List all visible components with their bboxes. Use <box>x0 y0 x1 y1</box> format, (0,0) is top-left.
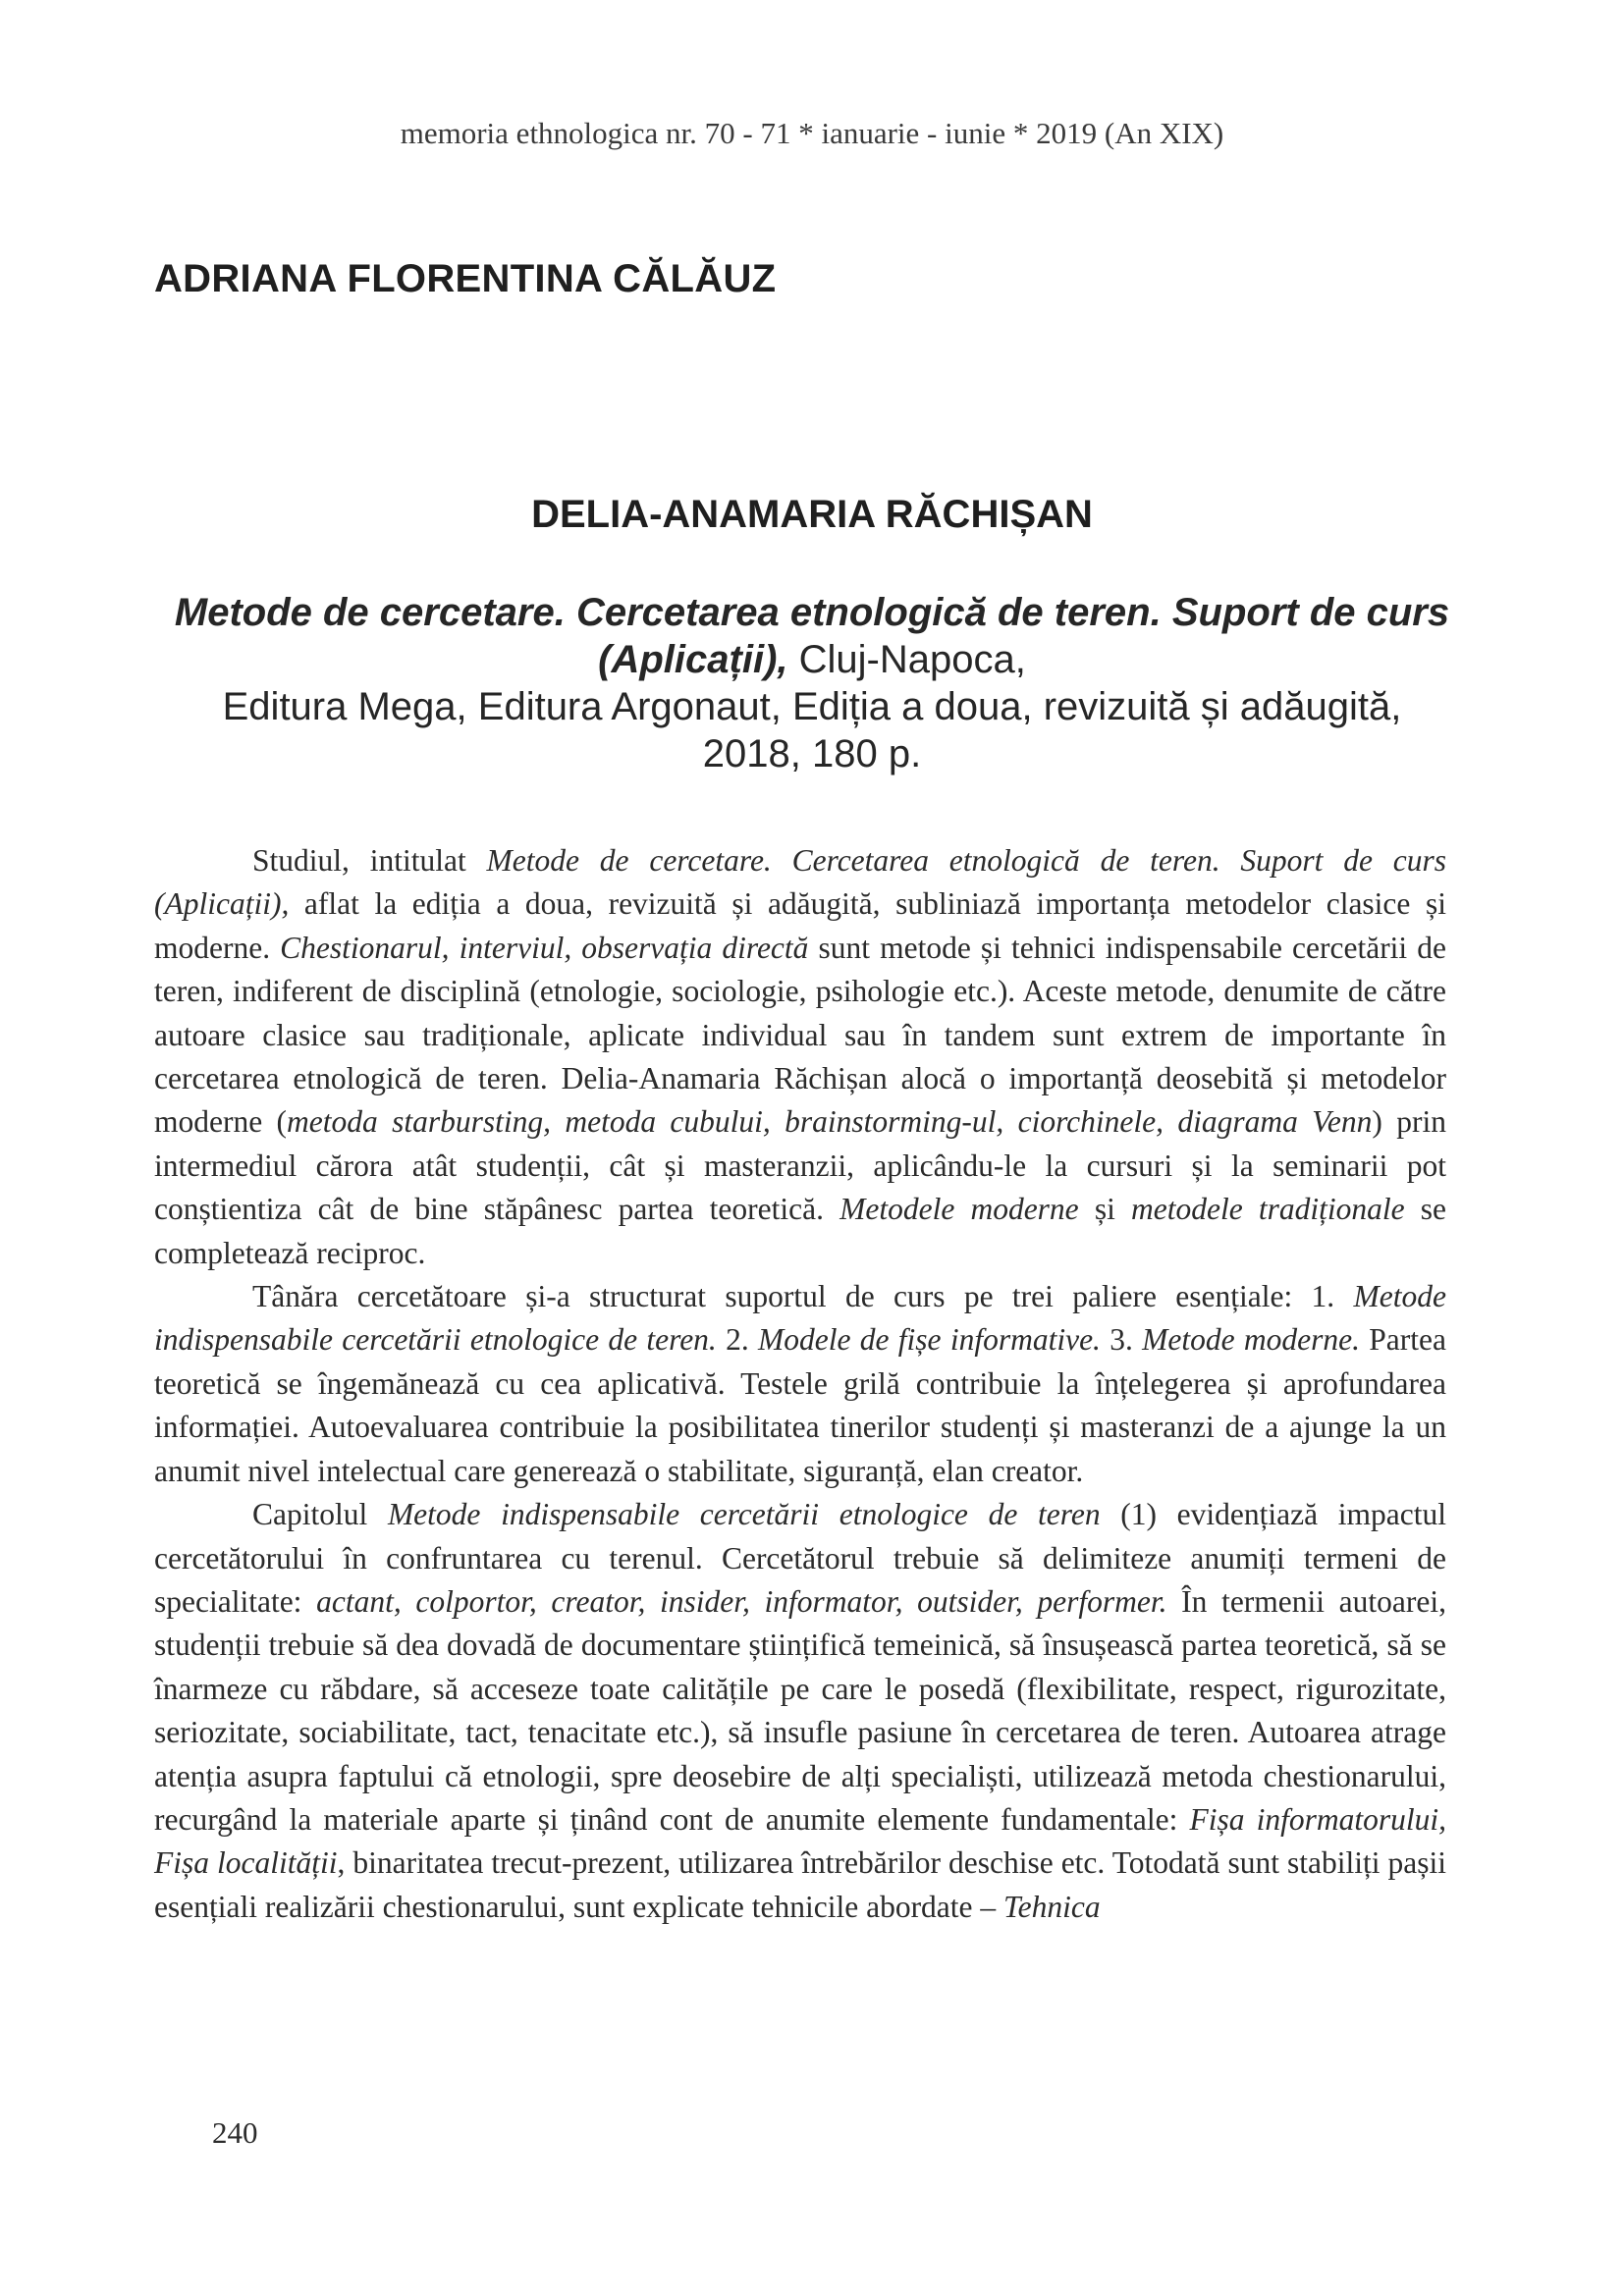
paragraph <box>154 1275 1446 1493</box>
text-run: sunt metode și tehnici indispensabile cercetării de teren, indiferent de disciplină (etnologie, sociologie, psihologie etc.). Aceste metode, denumite de către autoare clasice sau tradiționale, aplicate individual sau în tandem sunt extrem de importante în cercetarea etnologică de teren. Delia-Anamaria Răchișan alocă o importanță deosebită și metodelor moderne ( <box>154 930 1446 1140</box>
italic-text: Metode de cercetare. Cercetarea etnologică de teren. Suport de curs (Aplicații), <box>154 843 1446 922</box>
text-run: se completează reciproc. <box>154 1192 1447 1270</box>
book-title: Metode de cercetare. Cercetarea etnologică de teren. Suport de curs (Aplicații), <box>174 591 1450 681</box>
text-run: și <box>1078 1192 1131 1227</box>
book-author: DELIA-ANAMARIA RĂCHIȘAN <box>531 493 1093 536</box>
italic-text: Chestionarul, interviul, observația directă <box>280 930 809 965</box>
text-run: Capitolul <box>252 1497 388 1532</box>
text-run: 3. <box>1100 1322 1143 1358</box>
italic-text: Metode moderne. <box>1142 1322 1360 1358</box>
text-run: Tânăra cercetătoare și-a structurat suportul de curs pe trei paliere esențiale: 1. <box>252 1279 1354 1314</box>
running-header: memoria ethnologica nr. 70 - 71 * ianuarie - iunie * 2019 (An XIX) <box>400 116 1224 150</box>
page-number: 240 <box>212 2115 258 2150</box>
italic-text: metodele tradiționale <box>1131 1192 1405 1227</box>
text-run: Studiul, intitulat <box>252 843 487 878</box>
paragraph <box>154 1493 1446 1929</box>
book-publishers: Editura Mega, Editura Argonaut, Ediția a doua, revizuită și adăugită, <box>222 685 1402 728</box>
book-year-pages: 2018, 180 p. <box>702 732 922 775</box>
book-title-line <box>154 589 1470 683</box>
italic-text: Metode indispensabile cercetării etnologice de teren <box>387 1497 1101 1532</box>
text-run: ) prin intermediul cărora atât studenții, cât și masteranzii, aplicându-le la cursuri și la seminarii pot conștientiza cât de bine stăpânesc partea teoretică. <box>154 1104 1446 1227</box>
text-run: 2. <box>716 1322 759 1358</box>
italic-text: Modele de fișe informative. <box>758 1322 1101 1358</box>
text-run: , binaritatea trecut-prezent, utilizarea întrebărilor deschise etc. Totodată sunt stabiliți pașii esențiali realizării chestionarului, sunt explicate tehnicile abordate – <box>154 1845 1447 1924</box>
paragraph <box>154 839 1446 1275</box>
text-run: (1) evidențiază impactul cercetătorului în confruntarea cu terenul. Cercetătorul trebuie să delimiteze anumiți termeni de specialitate: <box>154 1497 1446 1619</box>
book-reference <box>154 589 1470 777</box>
italic-text: Fișa informatorului, Fișa localității <box>154 1801 1446 1881</box>
italic-text: Tehnica <box>1003 1889 1101 1924</box>
text-run: În termenii autoarei, studenții trebuie să dea dovadă de documentare științifică temeinică, să însușească partea teoretică, să se înarmeze cu răbdare, să acceseze toate calitățile pe care le posedă (flexibilitate, respect, rigurozitate, seriozitate, sociabilitate, tact, tenacitate etc.), să insufle pasiune în cercetarea de teren. Autoarea atrage atenția asupra faptului că etnologii, spre deosebire de alți specialiști, utilizează metoda chestionarului, recurgând la materiale aparte și ținând cont de anumite elemente fundamentale: <box>154 1583 1446 1837</box>
review-body <box>154 839 1446 1929</box>
italic-text: actant, colportor, creator, insider, informator, outsider, performer. <box>316 1583 1167 1619</box>
reviewer-name: ADRIANA FLORENTINA CĂLĂUZ <box>154 257 777 300</box>
text-run: Partea teoretică se îngemănează cu cea aplicativă. Testele grilă contribuie la înțelegerea și aprofundarea informației. Autoevaluarea contribuie la posibilitatea tinerilor studenți și masteranzi de a ajunge la un anumit nivel intelectual care generează o stabilitate, siguranță, elan creator. <box>154 1322 1446 1488</box>
text-run: aflat la ediția a doua, revizuită și adăugită, subliniază importanța metodelor clasice și moderne. <box>154 886 1446 965</box>
book-place: Cluj-Napoca, <box>787 638 1026 681</box>
italic-text: Metodele moderne <box>839 1192 1079 1227</box>
italic-text: metoda starbursting, metoda cubului, brainstorming-ul, ciorchinele, diagrama Venn <box>287 1104 1373 1140</box>
italic-text: Metode indispensabile cercetării etnologice de teren. <box>154 1279 1446 1358</box>
